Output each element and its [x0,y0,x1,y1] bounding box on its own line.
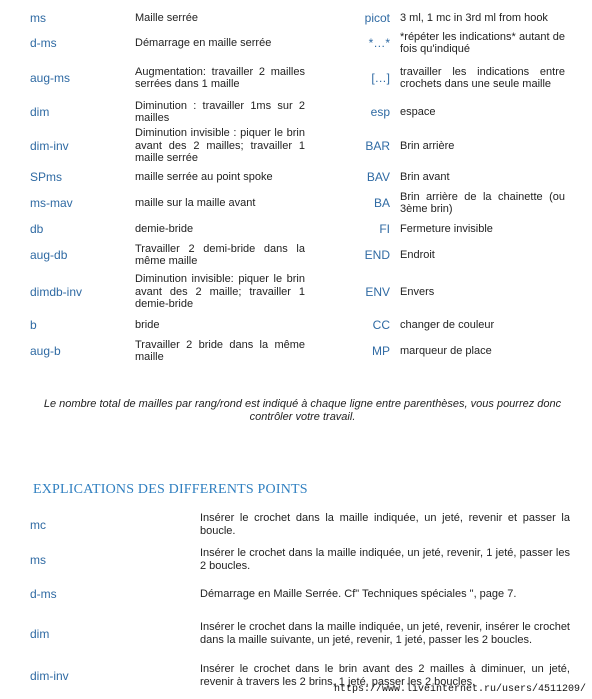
abbreviation-row [0,8,592,28]
abbreviation-row [0,28,592,58]
right-desc: espace [400,105,436,118]
abbreviation-row [0,58,592,98]
explanation-desc: Insérer le crochet dans la maille indiquée, un jeté, revenir, insérer le crochet dans la maille suivante, un jeté, revenir, 1 jeté, passer les 2 boucles. [200,621,570,646]
abbreviation-row [0,126,592,166]
explanations-list [0,509,592,693]
right-desc: marqueur de place [400,344,492,357]
right-desc: Brin arrière de la chainette (ou 3ème brin) [400,190,565,215]
explanation-abbr: d-ms [30,587,57,601]
left-abbr: aug-ms [30,71,71,85]
left-desc: Démarrage en maille serrée [135,36,272,49]
explanation-row [0,509,592,541]
left-desc: Diminution invisible: piquer le brin avant des 2 maille; travailler 1 demie-bride [135,273,305,311]
left-abbr: SPms [30,170,63,184]
right-desc: travailler les indications entre crochets dans une seule maille [400,65,565,90]
left-abbr: db [30,222,44,236]
left-desc: maille sur la maille avant [135,196,256,209]
left-desc: bride [135,318,160,331]
abbreviation-row [0,270,592,314]
left-desc: Travailler 2 bride dans la même maille [135,338,305,363]
left-desc: demie-bride [135,222,194,235]
right-abbr: BA [373,196,390,210]
abbreviation-row [0,314,592,336]
explanation-desc: Insérer le crochet dans la maille indiquée, un jeté, revenir, 1 jeté, passer les 2 boucles. [200,547,570,572]
right-abbr: […] [371,71,390,85]
left-desc: Augmentation: travailler 2 mailles serrées dans 1 maille [135,65,305,90]
explanation-desc: Insérer le crochet dans la maille indiquée, un jeté, revenir et passer la boucle. [200,512,570,537]
right-abbr: FI [379,222,390,236]
left-desc: maille serrée au point spoke [135,170,273,183]
left-abbr: aug-db [30,248,68,262]
abbreviations-table [0,8,592,366]
right-abbr: BAR [365,139,390,153]
left-abbr: ms-mav [30,196,73,210]
right-desc: 3 ml, 1 mc in 3rd ml from hook [400,11,548,24]
left-desc: Maille serrée [135,11,198,24]
right-abbr: MP [372,344,390,358]
left-desc: Diminution : travailler 1ms sur 2 mailles [135,99,305,124]
left-desc: Travailler 2 demi-bride dans la même maille [135,242,305,267]
abbreviation-row [0,166,592,188]
left-abbr: dimdb-inv [30,285,83,299]
explanation-desc: Insérer le crochet dans le brin avant des 2 mailles à diminuer, un jeté, revenir à travers les 2 brins, 1 jeté, passer les 2 boucles. [200,663,570,688]
abbreviation-row [0,218,592,240]
right-abbr: END [364,248,390,262]
right-abbr: esp [370,105,390,119]
explanation-row [0,541,592,579]
right-abbr: BAV [366,170,390,184]
right-desc: changer de couleur [400,318,495,331]
explanation-abbr: ms [30,553,46,567]
stitch-count-note: Le nombre total de mailles par rang/rond est indiqué à chaque ligne entre parenthèses, vous pourrez donc contrôler votre travail. [43,398,562,423]
explanation-row [0,609,592,659]
left-abbr: b [30,318,37,332]
explanation-desc: Démarrage en Maille Serrée. Cf" Techniques spéciales ", page 7. [200,587,517,600]
explanation-abbr: dim-inv [30,669,69,683]
right-desc: Fermeture invisible [400,222,493,235]
right-abbr: picot [364,11,390,25]
left-desc: Diminution invisible : piquer le brin avant des 2 mailles; travailler 1 maille serrée [135,127,305,165]
explanation-row [0,579,592,609]
right-desc: Envers [400,285,435,298]
section-title: EXPLICATIONS DES DIFFERENTS POINTS [33,482,308,497]
abbreviation-row [0,98,592,126]
left-abbr: d-ms [30,36,57,50]
explanation-abbr: dim [30,627,50,641]
right-desc: Brin avant [400,170,450,183]
explanation-abbr: mc [30,518,46,532]
right-abbr: CC [372,318,390,332]
right-desc: Brin arrière [400,139,455,152]
left-abbr: aug-b [30,344,61,358]
left-abbr: dim-inv [30,139,69,153]
abbreviation-row [0,240,592,270]
right-desc: Endroit [400,248,435,261]
left-abbr: dim [30,105,50,119]
right-desc: *répéter les indications* autant de fois qu'indiqué [400,30,565,55]
right-abbr: *…* [368,36,390,50]
left-abbr: ms [30,11,46,25]
abbreviation-row [0,336,592,366]
abbreviation-row [0,188,592,218]
right-abbr: ENV [365,285,390,299]
watermark-url[interactable]: https://www.liveinternet.ru/users/4511209/ [333,684,586,695]
